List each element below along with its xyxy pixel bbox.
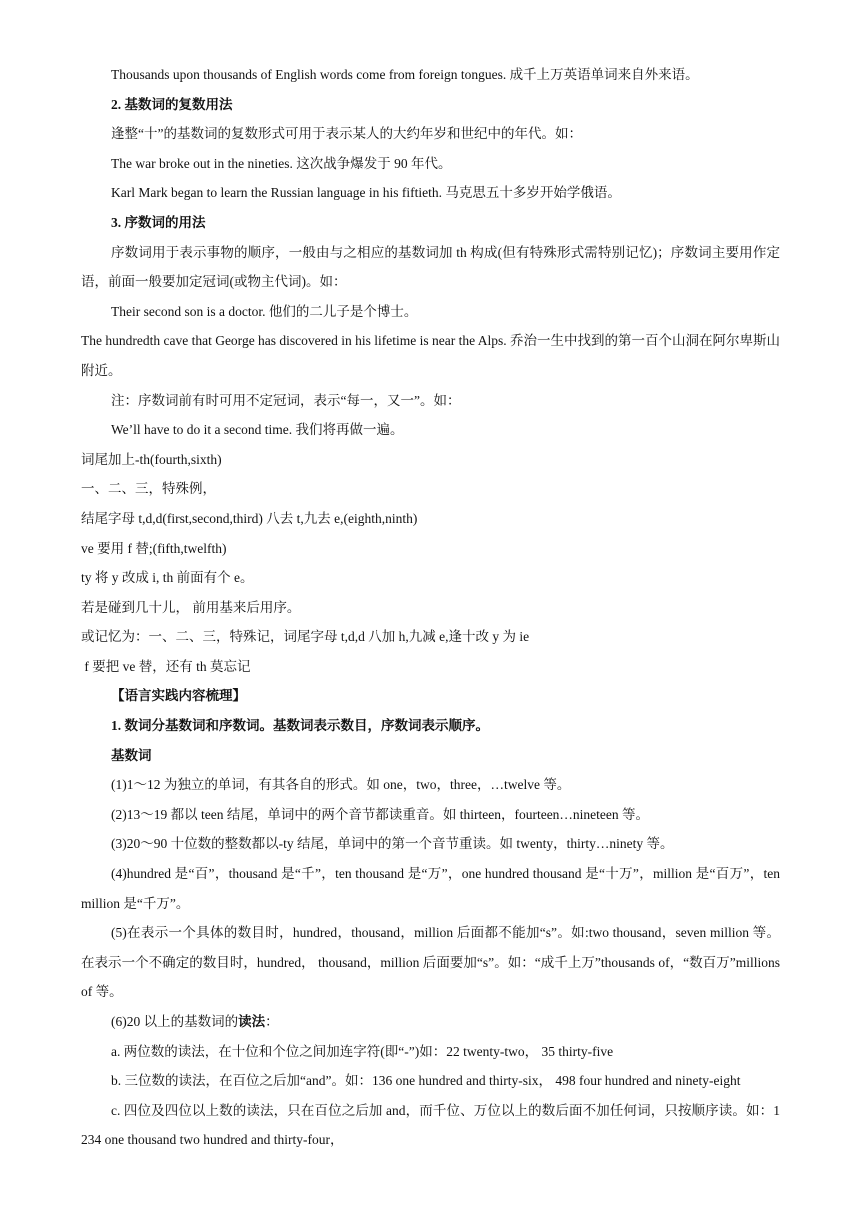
list-item: a. 两位数的读法，在十位和个位之间加连字符(即“-”)如：22 twenty-two， 35 thirty-five: [111, 1043, 614, 1059]
section-heading: 3. 序数词的用法: [111, 214, 206, 230]
paragraph: 序数词用于表示事物的顺序，一般由与之相应的基数词加 th 构成(但有特殊形式需特别记忆)；序数词主要用作定语，前面一般要加定冠词(或物主代词)。如：: [81, 244, 780, 290]
mnemonic-line: 结尾字母 t,d,d(first,second,third) 八去 t,九去 e,(eighth,ninth): [81, 510, 418, 526]
section-heading: 2. 基数词的复数用法: [111, 96, 233, 112]
note: 注：序数词前有时可用不定冠词，表示“每一，又一”。如：: [111, 392, 461, 408]
section-heading: 【语言实践内容梳理】: [111, 688, 246, 704]
example-sentence: The hundredth cave that George has discovered in his lifetime is near the Alps. 乔治一生中找到的第一百个山洞在阿尔卑斯山附近。: [81, 333, 781, 378]
list-item: (5)在表示一个具体的数目时，hundred，thousand，million 后面都不能加“s”。如:two thousand，seven million 等。在表示一个不确定的数目时，hundred， thousand，million 后面要加“s”。如：“成千上万”thousands of，“数百万”millions of 等。: [81, 925, 780, 1000]
example-sentence: Their second son is a doctor. 他们的二儿子是个博士。: [111, 303, 418, 319]
mnemonic-line: 或记忆为：一、二、三，特殊记，词尾字母 t,d,d 八加 h,九减 e,逢十改 y 为 ie: [81, 629, 530, 645]
example-sentence: We’ll have to do it a second time. 我们将再做一遍。: [111, 422, 404, 438]
subheading: 基数词: [111, 747, 152, 763]
example-sentence: Karl Mark began to learn the Russian language in his fiftieth. 马克思五十多岁开始学俄语。: [111, 185, 621, 201]
paragraph: Thousands upon thousands of English words come from foreign tongues. 成千上万英语单词来自外来语。: [111, 67, 699, 82]
list-item: c. 四位及四位以上数的读法，只在百位之后加 and，而千位、万位以上的数后面不加任何词，只按顺序读。如：1 234 one thousand two hundred and thirty-four，: [81, 1102, 780, 1148]
example-sentence: The war broke out in the nineties. 这次战争爆发于 90 年代。: [111, 155, 452, 171]
list-item: (2)13～19 都以 teen 结尾，单词中的两个音节都读重音。如 thirteen，fourteen…nineteen 等。: [111, 806, 650, 822]
mnemonic-line: 词尾加上-th(fourth,sixth): [81, 451, 222, 467]
list-item: (1)1～12 为独立的单词，有其各自的形式。如 one，two，three，…twelve 等。: [111, 777, 571, 793]
mnemonic-line: ve 要用 f 替;(fifth,twelfth): [81, 540, 227, 556]
mnemonic-line: 若是碰到几十儿， 前用基来后用序。: [81, 599, 301, 615]
mnemonic-line: f 要把 ve 替，还有 th 莫忘记: [81, 658, 251, 674]
paragraph: 逢整“十”的基数词的复数形式可用于表示某人的大约年岁和世纪中的年代。如：: [111, 126, 582, 142]
mnemonic-line: ty 将 y 改成 i, th 前面有个 e。: [81, 570, 254, 586]
mnemonic-line: 一、二、三，特殊例，: [81, 481, 216, 497]
list-item-text: ：: [265, 1014, 279, 1029]
list-item: b. 三位数的读法，在百位之后加“and”。如：136 one hundred and thirty-six， 498 four hundred and ninety-eight: [111, 1073, 741, 1089]
list-item-text: (6)20 以上的基数词的: [111, 1014, 239, 1029]
list-item: (3)20～90 十位数的整数都以-ty 结尾，单词中的第一个音节重读。如 twenty，thirty…ninety 等。: [111, 836, 674, 852]
list-item: [81, 1007, 780, 1037]
section-heading: 1. 数词分基数词和序数词。基数词表示数目，序数词表示顺序。: [111, 718, 489, 734]
list-item: (4)hundred 是“百”，thousand 是“千”，ten thousand 是“万”，one hundred thousand 是“十万”，million 是“百万”，ten million 是“千万”。: [81, 866, 780, 911]
list-item-emphasis: 读法: [238, 1014, 266, 1029]
